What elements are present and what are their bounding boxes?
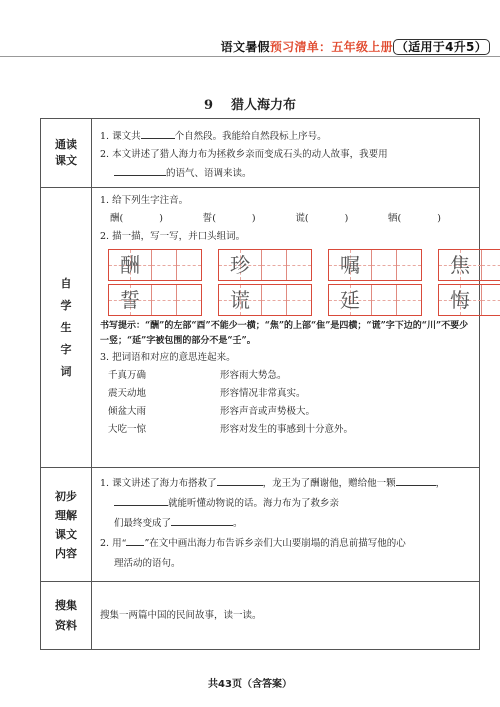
- write-cell[interactable]: [262, 285, 287, 315]
- write-cell[interactable]: [397, 250, 421, 280]
- page-footer: 共43页（含答案）: [208, 679, 292, 690]
- lesson-name: 猎人海力布: [231, 98, 297, 113]
- question-text: ，: [435, 478, 446, 489]
- question-text: 们最终变成了: [114, 518, 172, 529]
- label-char: 自: [60, 276, 72, 290]
- section-souji: [41, 582, 480, 650]
- write-cell[interactable]: [177, 285, 201, 315]
- idiom-pair: [100, 403, 471, 421]
- write-cell[interactable]: [372, 285, 397, 315]
- section-label: [41, 188, 92, 468]
- label-char: 词: [60, 364, 72, 378]
- label-line: 通读: [55, 138, 77, 151]
- idiom-pair: [100, 421, 471, 439]
- question-1-cont: [100, 494, 471, 514]
- header-part1: 语文暑假: [220, 40, 270, 54]
- question-1: [100, 474, 471, 494]
- trace-char: 酬: [109, 250, 152, 280]
- pinyin-item: [110, 210, 163, 228]
- write-cell[interactable]: [397, 285, 421, 315]
- trace-row: [108, 284, 471, 316]
- question-text: 3. 把词语和对应的意思连起来。: [100, 352, 236, 363]
- paren: (: [212, 213, 216, 224]
- question-text: 2. 用“: [100, 538, 127, 549]
- paren: (: [397, 213, 402, 224]
- write-cell[interactable]: [482, 250, 500, 280]
- header-badge: （适用于4升5）: [393, 39, 490, 55]
- idiom-pair: [100, 385, 471, 403]
- label-line: 课文: [55, 154, 77, 167]
- question-text: 搜集一两篇中国的民间故事，读一读。: [100, 609, 262, 621]
- pinyin-row: [100, 210, 471, 228]
- write-cell[interactable]: [372, 250, 397, 280]
- header-title: [221, 38, 490, 55]
- question-text: 1. 课文共: [100, 131, 141, 142]
- paren: ): [159, 213, 163, 224]
- question-text: 理活动的语句。: [114, 558, 181, 569]
- lesson-title: [0, 94, 500, 113]
- section-content: [92, 468, 480, 582]
- answer-blank[interactable]: [141, 127, 175, 139]
- trace-char: 悔: [439, 285, 482, 315]
- question-2: [100, 534, 471, 554]
- write-cell[interactable]: [262, 250, 287, 280]
- section-label: [41, 119, 92, 188]
- question-text: 2. 本文讲述了猎人海力布为拯救乡亲而变成石头的动人故事，我要用: [100, 149, 388, 160]
- pinyin-char: 酬: [110, 213, 120, 224]
- answer-blank[interactable]: [114, 494, 168, 506]
- idiom-meaning[interactable]: 形容声音或声势极大。: [220, 406, 316, 417]
- idiom-pair: [100, 367, 471, 385]
- pinyin-item: [388, 210, 441, 228]
- underline-mark: [126, 534, 144, 546]
- write-cell[interactable]: [152, 250, 177, 280]
- pinyin-char: 牺: [388, 213, 398, 224]
- label-char: 生: [60, 320, 72, 334]
- trace-char: 誓: [109, 285, 152, 315]
- writing-grid: [328, 284, 422, 316]
- paren: ): [437, 213, 441, 224]
- writing-grid: [438, 284, 500, 316]
- write-cell[interactable]: [177, 250, 201, 280]
- paren: ): [251, 213, 256, 224]
- section-label: [41, 582, 92, 650]
- idiom-meaning[interactable]: 形容雨大势急。: [220, 370, 287, 381]
- question-text: 。: [233, 518, 243, 529]
- lesson-number: 9: [203, 98, 214, 113]
- trace-char: 珍: [219, 250, 262, 280]
- question-2-cont: [100, 554, 471, 574]
- write-cell[interactable]: [482, 285, 500, 315]
- writing-grid: [328, 249, 422, 281]
- label-line: 搜集: [55, 598, 77, 612]
- answer-blank[interactable]: [396, 474, 436, 486]
- pinyin-item: [295, 210, 348, 228]
- question-2: [100, 146, 471, 164]
- header-part3: 五年级上册: [331, 40, 393, 54]
- trace-char: 延: [329, 285, 372, 315]
- trace-char: 嘱: [329, 250, 372, 280]
- question-text: ，龙王为了酬谢他，赠给他一颗: [262, 478, 396, 489]
- label-line: 资料: [55, 618, 77, 632]
- question-text: 个自然段。我能给自然段标上序号。: [174, 131, 327, 142]
- pinyin-char: 誓: [202, 213, 213, 224]
- answer-blank[interactable]: [114, 164, 166, 176]
- label-line: 内容: [55, 546, 77, 560]
- write-cell[interactable]: [152, 285, 177, 315]
- section-tongdu: [41, 119, 480, 188]
- write-cell[interactable]: [287, 250, 311, 280]
- question-text: 2. 描一描，写一写，并口头组词。: [100, 231, 246, 242]
- question-text: 1. 课文讲述了海力布搭救了: [100, 478, 217, 489]
- question-1-cont: [100, 514, 471, 534]
- question-text: ”在文中画出海力布告诉乡亲们大山要崩塌的消息前描写他的心: [144, 538, 406, 549]
- label-char: 学: [60, 298, 72, 312]
- section-content: [92, 582, 480, 650]
- label-char: 字: [60, 342, 72, 356]
- pinyin-char: 谎: [295, 213, 305, 224]
- idiom-word[interactable]: 千真万确: [108, 370, 147, 381]
- section-content: [92, 119, 480, 188]
- trace-char: 谎: [219, 285, 262, 315]
- question-1: [100, 127, 471, 146]
- section-zici: [41, 188, 480, 468]
- answer-blank[interactable]: [171, 514, 233, 526]
- writing-grid: [218, 249, 312, 281]
- idiom-meaning[interactable]: 形容情况非常真实。: [220, 388, 306, 399]
- section-content: [92, 188, 480, 468]
- paren: (: [304, 213, 309, 224]
- header-divider: [0, 56, 500, 57]
- label-line: 理解: [55, 508, 77, 522]
- label-line: 初步: [55, 489, 77, 503]
- trace-char: 焦: [439, 250, 482, 280]
- write-cell[interactable]: [287, 285, 311, 315]
- writing-tip: 书写提示：“酬”的左部“酉”不能少一横；“焦”的上部“隹”是四横；“谎”字下边的“川”不要少一竖；“延”字被包围的部分不是“壬”。: [100, 321, 469, 346]
- question-text: 的语气、语调来读。: [166, 168, 252, 179]
- idiom-word[interactable]: 震天动地: [108, 388, 147, 399]
- paren: ): [344, 213, 349, 224]
- writing-grid: [108, 284, 202, 316]
- writing-grid: [438, 249, 500, 281]
- header-part2: 预习清单：: [269, 40, 332, 54]
- idiom-word[interactable]: 大吃一惊: [108, 424, 147, 435]
- idiom-word[interactable]: 倾盆大雨: [108, 406, 147, 417]
- section-label: [41, 468, 92, 582]
- paren: (: [119, 213, 124, 224]
- question-text: 1. 给下列生字注音。: [100, 195, 189, 206]
- question-2-cont: [100, 164, 471, 183]
- worksheet-table: [40, 118, 480, 650]
- writing-grid: [218, 284, 312, 316]
- pinyin-item: [203, 210, 256, 228]
- trace-row: [108, 249, 471, 281]
- section-lijie: [41, 468, 480, 582]
- question-text: 就能听懂动物说的话。海力布为了救乡亲: [168, 498, 340, 509]
- answer-blank[interactable]: [217, 474, 263, 486]
- label-line: 课文: [55, 527, 77, 541]
- writing-grid: [108, 249, 202, 281]
- idiom-meaning[interactable]: 形容对发生的事感到十分意外。: [220, 424, 354, 435]
